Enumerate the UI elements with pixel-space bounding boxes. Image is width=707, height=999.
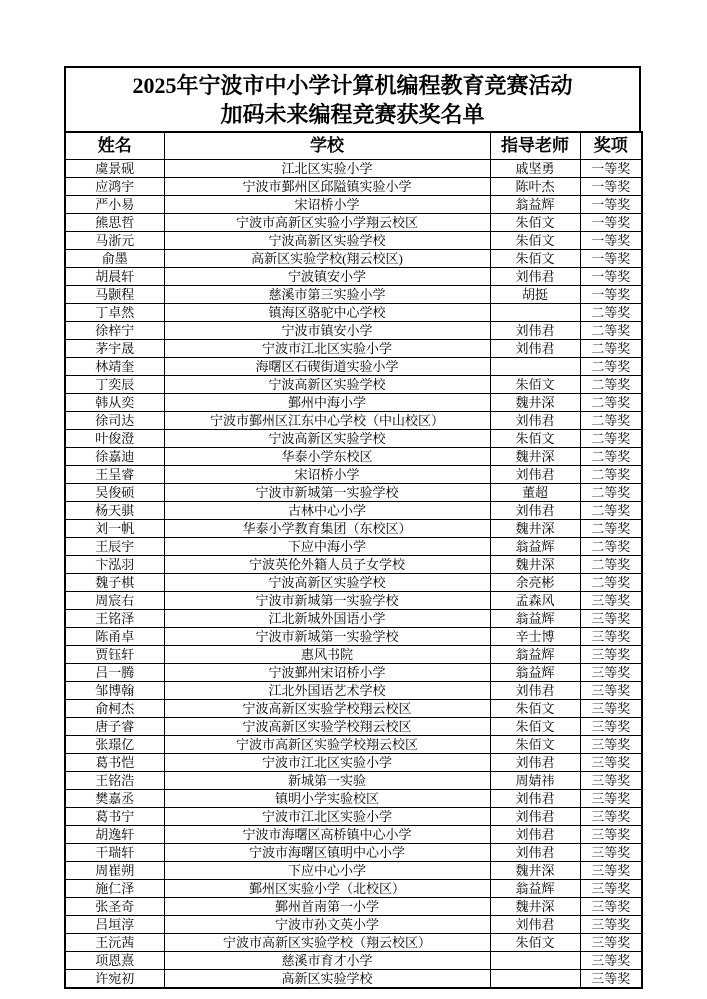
cell-student-name: 林靖奎 (65, 358, 164, 376)
cell-award: 三等奖 (580, 898, 642, 916)
cell-teacher: 翁益辉 (490, 610, 580, 628)
cell-teacher: 刘伟君 (490, 412, 580, 430)
cell-student-name: 丁奕辰 (65, 376, 164, 394)
cell-award: 三等奖 (580, 916, 642, 934)
cell-award: 三等奖 (580, 844, 642, 862)
cell-school: 高新区实验学校(翔云校区) (164, 250, 490, 268)
cell-student-name: 茅宇晟 (65, 340, 164, 358)
cell-student-name: 魏子棋 (65, 574, 164, 592)
header-teacher: 指导老师 (490, 132, 580, 160)
cell-student-name: 胡晨轩 (65, 268, 164, 286)
cell-award: 一等奖 (580, 214, 642, 232)
cell-student-name: 唐子睿 (65, 718, 164, 736)
cell-student-name: 杨天骐 (65, 502, 164, 520)
cell-school: 宁波镇安小学 (164, 268, 490, 286)
cell-student-name: 王呈睿 (65, 466, 164, 484)
cell-teacher: 朱佰文 (490, 250, 580, 268)
cell-school: 古林中心小学 (164, 502, 490, 520)
cell-award: 三等奖 (580, 808, 642, 826)
header-school: 学校 (164, 132, 490, 160)
cell-award: 三等奖 (580, 934, 642, 952)
table-row (65, 268, 642, 286)
cell-school: 宁波高新区实验学校翔云校区 (164, 718, 490, 736)
cell-award: 三等奖 (580, 754, 642, 772)
cell-school: 高新区实验学校 (164, 970, 490, 989)
cell-school: 宁波市鄞州区邱隘镇实验小学 (164, 178, 490, 196)
cell-school: 华泰小学教育集团（东校区） (164, 520, 490, 538)
cell-award: 二等奖 (580, 484, 642, 502)
table-row (65, 916, 642, 934)
cell-student-name: 干瑞轩 (65, 844, 164, 862)
cell-student-name: 张璟亿 (65, 736, 164, 754)
cell-school: 镇海区骆驼中心学校 (164, 304, 490, 322)
cell-school: 宁波市孙文英小学 (164, 916, 490, 934)
cell-award: 二等奖 (580, 520, 642, 538)
table-row (65, 646, 642, 664)
cell-school: 惠风书院 (164, 646, 490, 664)
cell-award: 二等奖 (580, 412, 642, 430)
table-row (65, 664, 642, 682)
cell-teacher: 刘伟君 (490, 754, 580, 772)
table-row (65, 358, 642, 376)
cell-school: 宁波市海曙区高桥镇中心小学 (164, 826, 490, 844)
title-line-2: 加码未来编程竞赛获奖名单 (220, 102, 485, 127)
table-row (65, 430, 642, 448)
cell-school: 宁波市鄞州区江东中心学校（中山校区） (164, 412, 490, 430)
cell-teacher: 胡挺 (490, 286, 580, 304)
cell-award: 一等奖 (580, 178, 642, 196)
cell-school: 宁波高新区实验学校 (164, 376, 490, 394)
cell-teacher: 朱佰文 (490, 376, 580, 394)
cell-school: 宁波高新区实验学校 (164, 574, 490, 592)
cell-teacher: 魏井深 (490, 556, 580, 574)
cell-teacher (490, 970, 580, 989)
cell-student-name: 张圣奇 (65, 898, 164, 916)
award-table (64, 131, 643, 989)
cell-school: 宋诏桥小学 (164, 196, 490, 214)
cell-teacher: 朱佰文 (490, 718, 580, 736)
table-row (65, 682, 642, 700)
cell-student-name: 周宸右 (65, 592, 164, 610)
cell-school: 宁波市江北区实验小学 (164, 340, 490, 358)
cell-school: 宁波鄞州宋诏桥小学 (164, 664, 490, 682)
cell-teacher: 翁益辉 (490, 196, 580, 214)
cell-school: 宁波英伦外籍人员子女学校 (164, 556, 490, 574)
cell-award: 三等奖 (580, 790, 642, 808)
cell-school: 宁波市新城第一实验学校 (164, 628, 490, 646)
table-row (65, 178, 642, 196)
document-title (64, 66, 641, 132)
header-award: 奖项 (580, 132, 642, 160)
table-row (65, 520, 642, 538)
cell-student-name: 樊嘉丞 (65, 790, 164, 808)
cell-award: 一等奖 (580, 160, 642, 178)
cell-teacher: 朱佰文 (490, 430, 580, 448)
table-row (65, 700, 642, 718)
cell-teacher: 朱佰文 (490, 700, 580, 718)
cell-student-name: 俞柯杰 (65, 700, 164, 718)
table-row (65, 574, 642, 592)
cell-student-name: 马浙元 (65, 232, 164, 250)
cell-student-name: 贾钰轩 (65, 646, 164, 664)
table-row (65, 304, 642, 322)
table-row (65, 556, 642, 574)
table-row (65, 196, 642, 214)
cell-student-name: 邹博翰 (65, 682, 164, 700)
cell-teacher: 刘伟君 (490, 466, 580, 484)
cell-school: 下应中海小学 (164, 538, 490, 556)
cell-award: 三等奖 (580, 700, 642, 718)
table-row (65, 484, 642, 502)
cell-teacher: 陈叶杰 (490, 178, 580, 196)
cell-school: 宁波市江北区实验小学 (164, 754, 490, 772)
cell-student-name: 徐梓宁 (65, 322, 164, 340)
cell-student-name: 王铭泽 (65, 610, 164, 628)
cell-student-name: 卞泓羽 (65, 556, 164, 574)
cell-teacher (490, 304, 580, 322)
table-row (65, 826, 642, 844)
header-row (65, 132, 642, 160)
table-row (65, 466, 642, 484)
cell-school: 镇明小学实验校区 (164, 790, 490, 808)
cell-student-name: 严小易 (65, 196, 164, 214)
cell-school: 江北外国语艺术学校 (164, 682, 490, 700)
cell-student-name: 徐嘉迪 (65, 448, 164, 466)
table-row (65, 502, 642, 520)
cell-school: 宁波市新城第一实验学校 (164, 592, 490, 610)
award-sheet (64, 66, 641, 989)
cell-school: 新城第一实验 (164, 772, 490, 790)
cell-school: 宁波市海曙区镇明中心小学 (164, 844, 490, 862)
cell-student-name: 王辰宇 (65, 538, 164, 556)
cell-teacher: 朱佰文 (490, 232, 580, 250)
cell-award: 一等奖 (580, 286, 642, 304)
table-row (65, 376, 642, 394)
cell-school: 鄞州首南第一小学 (164, 898, 490, 916)
cell-award: 二等奖 (580, 448, 642, 466)
table-row (65, 736, 642, 754)
cell-school: 华泰小学东校区 (164, 448, 490, 466)
cell-award: 三等奖 (580, 682, 642, 700)
cell-teacher: 周婧祎 (490, 772, 580, 790)
cell-teacher: 戚坚勇 (490, 160, 580, 178)
cell-award: 二等奖 (580, 502, 642, 520)
table-row (65, 862, 642, 880)
cell-teacher (490, 952, 580, 970)
cell-award: 二等奖 (580, 322, 642, 340)
cell-teacher: 朱佰文 (490, 934, 580, 952)
cell-award: 二等奖 (580, 466, 642, 484)
cell-teacher: 翁益辉 (490, 664, 580, 682)
cell-teacher: 余亮彬 (490, 574, 580, 592)
cell-student-name: 虞景砚 (65, 160, 164, 178)
cell-school: 宁波市高新区实验小学翔云校区 (164, 214, 490, 232)
cell-award: 三等奖 (580, 592, 642, 610)
cell-award: 三等奖 (580, 970, 642, 989)
cell-student-name: 叶俊澄 (65, 430, 164, 448)
cell-school: 江北新城外国语小学 (164, 610, 490, 628)
table-row (65, 250, 642, 268)
cell-student-name: 葛书恺 (65, 754, 164, 772)
cell-teacher: 魏井深 (490, 394, 580, 412)
table-row (65, 214, 642, 232)
table-row (65, 394, 642, 412)
cell-teacher: 刘伟君 (490, 790, 580, 808)
table-row (65, 718, 642, 736)
cell-award: 二等奖 (580, 574, 642, 592)
cell-teacher: 翁益辉 (490, 538, 580, 556)
cell-student-name: 陈甬卓 (65, 628, 164, 646)
cell-student-name: 刘一帆 (65, 520, 164, 538)
cell-school: 宁波高新区实验学校 (164, 232, 490, 250)
table-row (65, 412, 642, 430)
cell-student-name: 施仁泽 (65, 880, 164, 898)
cell-teacher: 魏井深 (490, 448, 580, 466)
table-row (65, 898, 642, 916)
cell-student-name: 王沅茜 (65, 934, 164, 952)
cell-student-name: 俞墨 (65, 250, 164, 268)
cell-student-name: 胡逸轩 (65, 826, 164, 844)
cell-student-name: 马颢程 (65, 286, 164, 304)
table-row (65, 952, 642, 970)
cell-school: 慈溪市第三实验小学 (164, 286, 490, 304)
cell-teacher: 辛士博 (490, 628, 580, 646)
cell-teacher: 刘伟君 (490, 844, 580, 862)
cell-award: 二等奖 (580, 376, 642, 394)
cell-award: 三等奖 (580, 628, 642, 646)
cell-award: 三等奖 (580, 664, 642, 682)
cell-teacher: 刘伟君 (490, 808, 580, 826)
cell-teacher: 刘伟君 (490, 322, 580, 340)
cell-school: 宁波市高新区实验学校（翔云校区） (164, 934, 490, 952)
cell-school: 江北区实验小学 (164, 160, 490, 178)
cell-award: 二等奖 (580, 430, 642, 448)
cell-student-name: 周崔朔 (65, 862, 164, 880)
cell-award: 三等奖 (580, 952, 642, 970)
table-row (65, 160, 642, 178)
cell-teacher: 朱佰文 (490, 214, 580, 232)
cell-student-name: 应鸿宇 (65, 178, 164, 196)
cell-award: 三等奖 (580, 610, 642, 628)
cell-award: 一等奖 (580, 250, 642, 268)
cell-student-name: 吕一腾 (65, 664, 164, 682)
cell-award: 二等奖 (580, 340, 642, 358)
cell-teacher (490, 358, 580, 376)
cell-award: 三等奖 (580, 862, 642, 880)
cell-student-name: 熊思哲 (65, 214, 164, 232)
cell-school: 鄞州中海小学 (164, 394, 490, 412)
cell-teacher: 魏井深 (490, 862, 580, 880)
table-row (65, 880, 642, 898)
cell-teacher: 魏井深 (490, 898, 580, 916)
table-row (65, 232, 642, 250)
cell-school: 宁波市高新区实验学校翔云校区 (164, 736, 490, 754)
cell-award: 二等奖 (580, 538, 642, 556)
cell-student-name: 项恩熹 (65, 952, 164, 970)
table-row (65, 448, 642, 466)
cell-student-name: 葛书宁 (65, 808, 164, 826)
cell-teacher: 刘伟君 (490, 340, 580, 358)
cell-teacher: 刘伟君 (490, 268, 580, 286)
title-line-1: 2025年宁波市中小学计算机编程教育竞赛活动 (132, 73, 573, 98)
cell-student-name: 丁卓然 (65, 304, 164, 322)
cell-school: 海曙区石碶街道实验小学 (164, 358, 490, 376)
cell-teacher: 翁益辉 (490, 880, 580, 898)
cell-school: 宁波市江北区实验小学 (164, 808, 490, 826)
table-row (65, 754, 642, 772)
cell-school: 宁波高新区实验学校 (164, 430, 490, 448)
table-row (65, 934, 642, 952)
cell-award: 三等奖 (580, 718, 642, 736)
cell-award: 三等奖 (580, 880, 642, 898)
table-row (65, 610, 642, 628)
cell-award: 三等奖 (580, 826, 642, 844)
cell-student-name: 徐司达 (65, 412, 164, 430)
cell-award: 二等奖 (580, 358, 642, 376)
cell-award: 一等奖 (580, 232, 642, 250)
cell-award: 三等奖 (580, 772, 642, 790)
cell-teacher: 刘伟君 (490, 502, 580, 520)
cell-teacher: 董超 (490, 484, 580, 502)
cell-student-name: 许宛初 (65, 970, 164, 989)
table-row (65, 790, 642, 808)
cell-student-name: 王铭浩 (65, 772, 164, 790)
cell-school: 宁波高新区实验学校翔云校区 (164, 700, 490, 718)
cell-school: 慈溪市育才小学 (164, 952, 490, 970)
cell-teacher: 朱佰文 (490, 736, 580, 754)
table-row (65, 772, 642, 790)
cell-teacher: 孟森风 (490, 592, 580, 610)
table-row (65, 340, 642, 358)
cell-school: 宋诏桥小学 (164, 466, 490, 484)
cell-teacher: 刘伟君 (490, 826, 580, 844)
table-row (65, 808, 642, 826)
cell-award: 三等奖 (580, 736, 642, 754)
table-row (65, 844, 642, 862)
cell-student-name: 吕垣淳 (65, 916, 164, 934)
table-row (65, 286, 642, 304)
cell-teacher: 刘伟君 (490, 682, 580, 700)
table-row (65, 322, 642, 340)
cell-student-name: 韩从奕 (65, 394, 164, 412)
cell-student-name: 吴俊硕 (65, 484, 164, 502)
table-body (65, 160, 642, 989)
cell-award: 一等奖 (580, 268, 642, 286)
cell-award: 一等奖 (580, 196, 642, 214)
cell-teacher: 刘伟君 (490, 916, 580, 934)
table-row (65, 628, 642, 646)
cell-school: 宁波市镇安小学 (164, 322, 490, 340)
cell-teacher: 魏井深 (490, 520, 580, 538)
header-name: 姓名 (65, 132, 164, 160)
cell-award: 二等奖 (580, 304, 642, 322)
cell-award: 二等奖 (580, 394, 642, 412)
cell-teacher: 翁益辉 (490, 646, 580, 664)
cell-school: 鄞州区实验小学（北校区） (164, 880, 490, 898)
cell-school: 下应中心小学 (164, 862, 490, 880)
table-row (65, 538, 642, 556)
cell-award: 二等奖 (580, 556, 642, 574)
table-row (65, 970, 642, 989)
table-row (65, 592, 642, 610)
cell-school: 宁波市新城第一实验学校 (164, 484, 490, 502)
cell-award: 三等奖 (580, 646, 642, 664)
